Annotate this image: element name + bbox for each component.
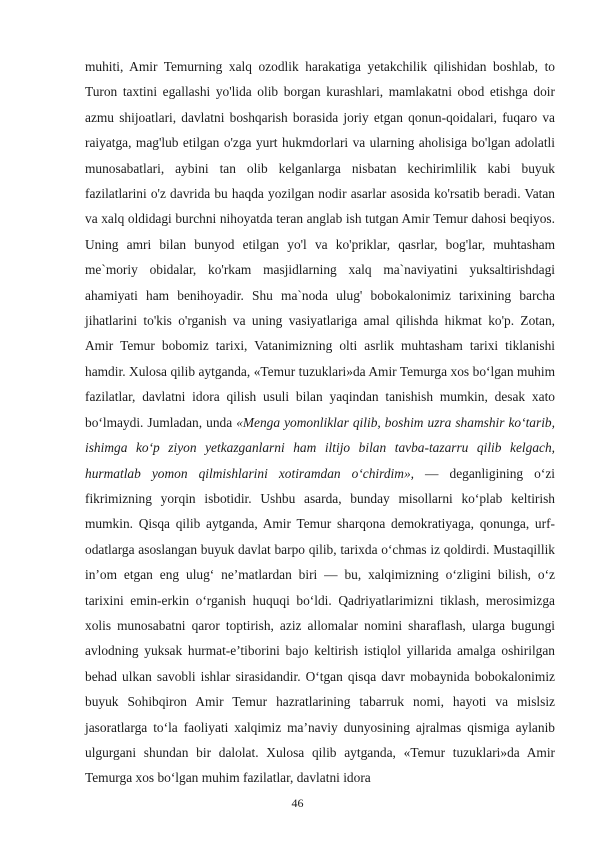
text-after-quote: — deganligining o‘zi fikrimizning yorqin isbotidir. Ushbu asarda, bunday misollarni ko‘plab keltirish mumkin. Qisqa qilib aytganda, Amir Temur sharqona demokratiyaga, qonunga, urf-odatlarga asoslangan buyuk davlat barpo qilib, tarixda o‘chmas iz qoldirdi. Mustaqillik in’om etgan eng ulug‘ ne’matlardan biri — bu, xalqimizning o‘zligini bilish, o‘z tarixini emin-erkin o‘rganish huquqi bo‘ldi. Qadriyatlarimizni tiklash, merosimizga xolis munosabatni qaror toptirish, aziz allomalar nomini sharaflash, ularga bugungi avlodning yuksak hurmat-e’tiborini bajo keltirish istiqlol yillarida amalga oshirilgan behad ulkan savobli ishlar sirasidandir. O‘tgan qisqa davr mobaynida bobokalonimiz buyuk Sohibqiron Amir Temur hazratlarining tabarruk nomi, hayoti va mislsiz jasoratlarga to‘la faoliyati xalqimiz ma’naviy dunyosining ajralmas qismiga aylanib ulgurgani shundan bir dalolat. Xulosa qilib aytganda, «Temur tuzuklari»da Amir Temurga xos bo‘lgan muhim fazilatlar, davlatni idora <box>85 465 555 786</box>
italic-quote: «Menga yomonliklar qilib, boshim uzra shamshir ko‘tarib, ishimga ko‘p ziyon yetkazganlarni ham iltijo bilan tavba-tazarru qilib kelgach, hurmatlab yomon qilmishlarini xotiramdan o‘chirdim», <box>85 414 555 481</box>
page-number: 46 <box>291 796 304 810</box>
body-paragraph <box>85 54 555 791</box>
text-before-quote: muhiti, Amir Temurning xalq ozodlik harakatiga yetakchilik qilishidan boshlab, to Turon taxtini egallashi yo'lida olib borgan kurashlari, mamlakatni obod etishga doir azmu shijoatlari, davlatni boshqarish borasida joriy etgan qonun-qoidalari, fuqaro va raiyatga, mag'lub etilgan o'zga yurt hukmdorlari va ularning aholisiga bo'lgan adolatli munosabatlari, aybini tan olib kelganlarga nisbatan kechirimlilik kabi buyuk fazilatlarini o'z davrida bu haqda yozilgan nodir asarlar asosida ko'rsatib beradi. Vatan va xalq oldidagi burchni nihoyatda teran anglab ish tutgan Amir Temur dahosi beqiyos. Uning amri bilan bunyod etilgan yo'l va ko'priklar, qasrlar, bog'lar, muhtasham me`moriy obidalar, ko'rkam masjidlarning xalq ma`naviyatini yuksaltirishdagi ahamiyati ham benihoyadir. Shu ma`noda ulug' bobokalonimiz tarixining barcha jihatlarini to'kis o'rganish va uning vasiyatlariga amal qilishda hikmat ko'p. Zotan, Amir Temur bobomiz tarixi, Vatanimizning olti asrlik muhtasham tarixi tiklanishi hamdir. Xulosa qilib aytganda, «Temur tuzuklari»da Amir Temurga xos bo‘lgan muhim fazilatlar, davlatni idora qilish usuli bilan yaqindan tanishish mumkin, desak xato bo‘lmaydi. Jumladan, unda <box>85 59 555 430</box>
